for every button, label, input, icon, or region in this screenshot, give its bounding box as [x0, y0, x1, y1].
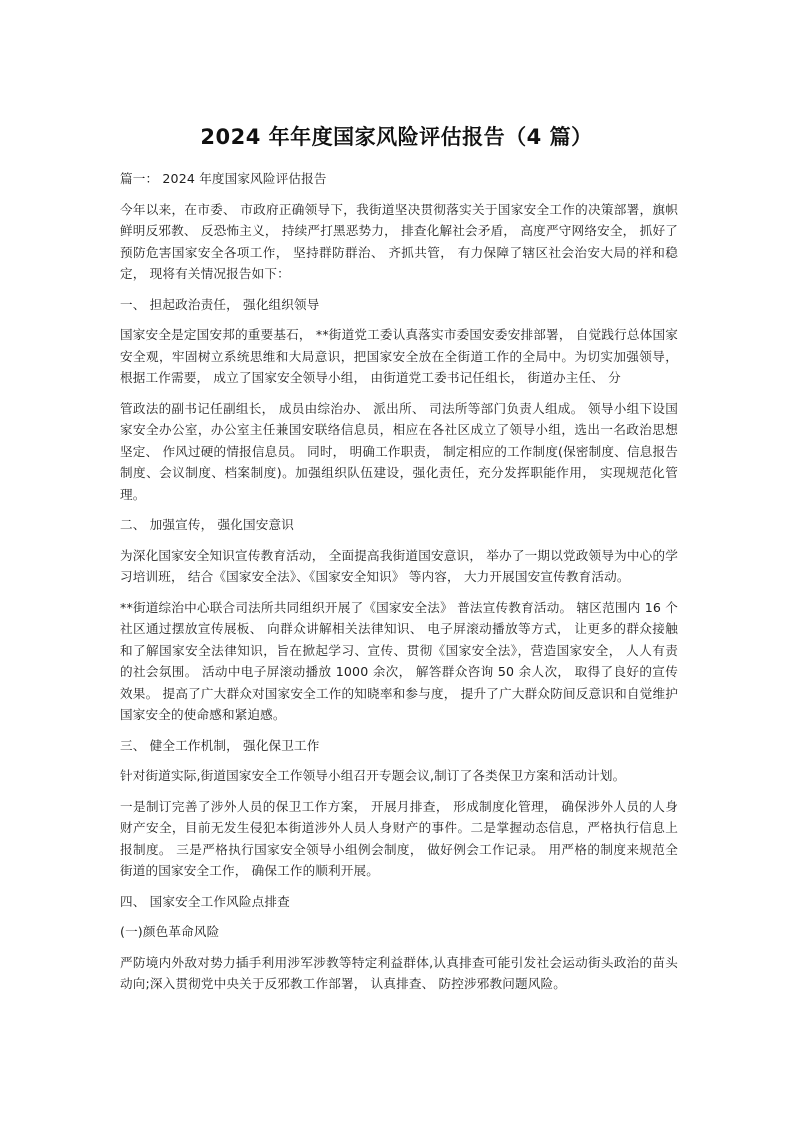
section-heading-1: 一、 担起政治责任， 强化组织领导	[120, 296, 320, 312]
body-paragraph: 针对街道实际,街道国家安全工作领导小组召开专题会议,制订了各类保卫方案和活动计划。	[120, 768, 626, 783]
body-paragraph: 为深化国家安全知识宣传教育活动， 全面提高我街道国安意识， 举办了一期以党政领导为中心的学习培训班， 结合《国家安全法》、《国家安全知识》 等内容， 大力开展国安宣传教育活动。	[120, 547, 678, 584]
document-body	[120, 168, 678, 1004]
body-paragraph: 严防境内外敌对势力插手利用涉军涉教等特定利益群体,认真排查可能引发社会运动街头政治的苗头动向;深入贯彻党中央关于反邪教工作部署， 认真排查、 防控涉邪教问题风险。	[120, 954, 678, 991]
article-heading: 篇一： 2024 年度国家风险评估报告	[120, 171, 327, 186]
section-heading-2: 二、 加强宣传， 强化国安意识	[120, 517, 294, 532]
body-paragraph: 一是制订完善了涉外人员的保卫工作方案， 开展月排查， 形成制度化管理， 确保涉外人员的人身财产安全，目前无发生侵犯本街道涉外人员人身财产的事件。二是掌握动态信息，严格执行信息上报制度。 三是严格执行国家安全领导小组例会制度， 做好例会工作记录。 用严格的制度来规范全街道的国家安全工作， 确保工作的顺利开展。	[120, 798, 678, 878]
section-heading-3: 三、 健全工作机制， 强化保卫工作	[120, 737, 320, 753]
section-heading-4: 四、 国家安全工作风险点排查	[120, 893, 290, 909]
body-paragraph: 管政法的副书记任副组长， 成员由综治办、 派出所、 司法所等部门负责人组成。 领导小组下设国家安全办公室，办公室主任兼国安联络信息员，相应在各社区成立了领导小组，选出一名政治思想坚定、 作风过硬的情报信息员。 同时， 明确工作职责， 制定相应的工作制度(保密制度、信息报告制度、会议制度、档案制度)。加强组织队伍建设，强化责任，充分发挥职能作用， 实现规范化管理。	[120, 400, 678, 502]
intro-paragraph: 今年以来，在市委、 市政府正确领导下，我街道坚决贯彻落实关于国家安全工作的决策部署，旗帜鲜明反邪教、 反恐怖主义， 持续严打黑恶势力， 排查化解社会矛盾， 高度严守网络安全， 抓好了预防危害国家安全各项工作， 坚持群防群治、 齐抓共管， 有力保障了辖区社会治安大局的祥和稳定， 现将有关情况报告如下：	[120, 201, 678, 281]
body-paragraph: **街道综治中心联合司法所共同组织开展了《国家安全法》 普法宣传教育活动。 辖区范围内 16 个社区通过摆放宣传展板、 向群众讲解相关法律知识、 电子屏滚动播放等方式， 让更多的群众接触和了解国家安全法律知识，旨在掀起学习、宣传、贯彻《国家安全法》，营造国家安全， 人人有责的社会氛围。 活动中电子屏滚动播放 1000 余次， 解答群众咨询 50 余人次， 取得了良好的宣传效果。 提高了广大群众对国家安全工作的知晓率和参与度， 提升了广大群众防间反意识和自觉维护国家安全的使命感和紧迫感。	[120, 599, 678, 722]
body-paragraph: 国家安全是定国安邦的重要基石， **街道党工委认真落实市委国安委安排部署， 自觉践行总体国家安全观，牢固树立系统思维和大局意识，把国家安全放在全街道工作的全局中。为切实加强领导， 根据工作需要， 成立了国家安全领导小组， 由街道党工委书记任组长， 街道办主任、 分	[120, 327, 678, 385]
subsection-heading: (一)颜色革命风险	[120, 924, 220, 939]
document-title: 2024 年年度国家风险评估报告（4 篇）	[200, 125, 593, 149]
